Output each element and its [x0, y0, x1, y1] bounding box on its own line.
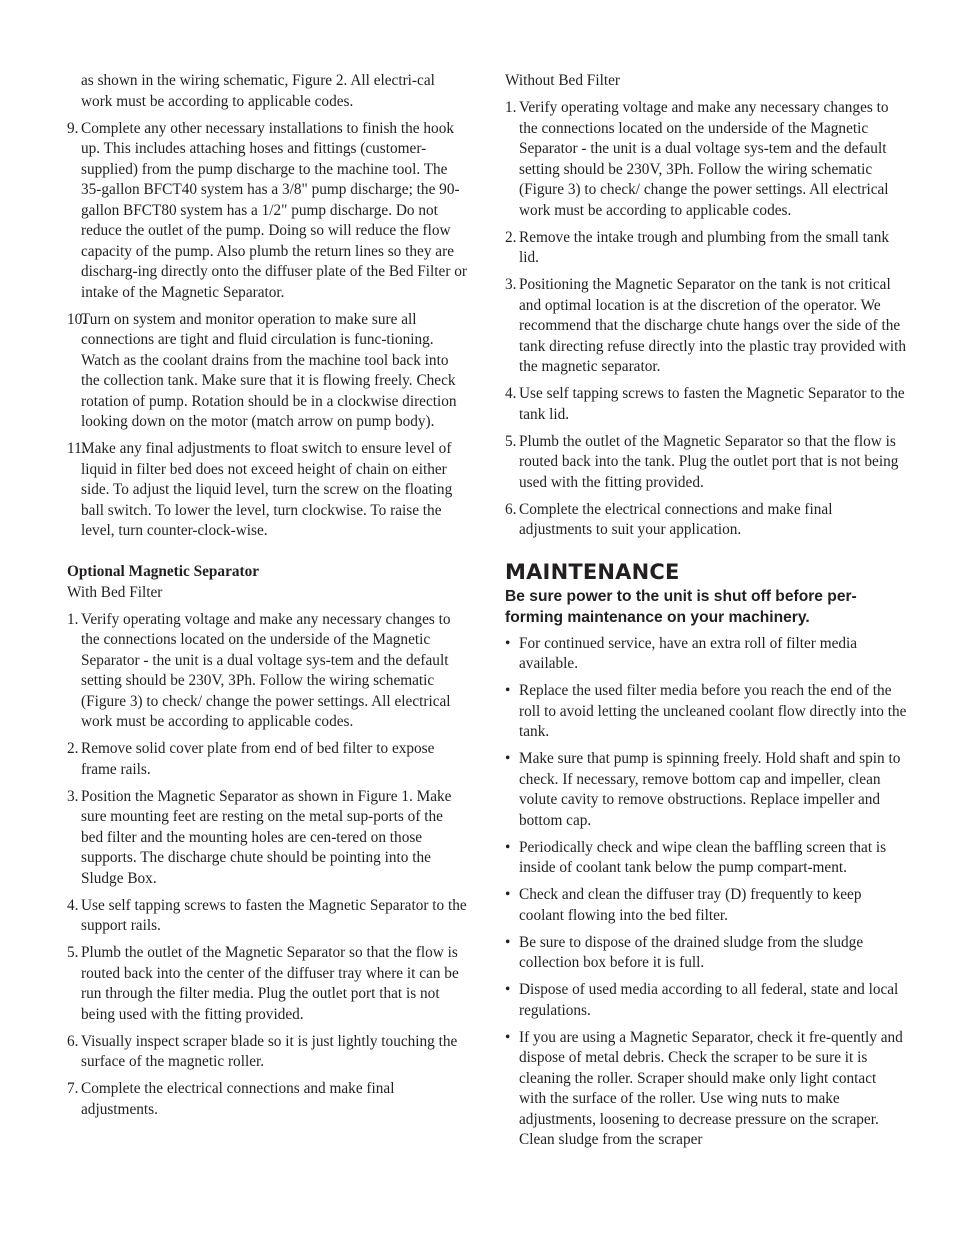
- bullet-glyph: •: [505, 634, 511, 652]
- step-number: 3.: [505, 276, 517, 293]
- step-text: Remove the intake trough and plumbing from the small tank lid.: [519, 228, 890, 266]
- step-text: Make any final adjustments to float switch to ensure level of liquid in filter bed does not exceed height of chain on either side. To adjust the liquid level, turn the screw on the floating ball switch. To lower the level, turn clockwise. To raise the level, turn counter-clock-wise.: [81, 440, 453, 539]
- bullet-text: Dispose of used media according to all federal, state and local regulations.: [519, 981, 899, 1019]
- step-item: [505, 98, 907, 221]
- maintenance-bullet: [505, 885, 907, 926]
- step-text: Visually inspect scraper blade so it is just lightly touching the surface of the magnetic roller.: [81, 1032, 458, 1070]
- step-number: 6.: [67, 1032, 79, 1050]
- step-number: 7.: [67, 1080, 79, 1097]
- bullet-glyph: •: [505, 750, 511, 767]
- step-text: Turn on system and monitor operation to make sure all connections are tight and fluid circulation is func-tioning. Watch as the coolant drains from the machine tool back into the collection tank. Make sure that it is flowing freely. Check rotation of pump. Rotation should be in a clockwise direction looking down on the motor (match arrow on pump body).: [81, 310, 457, 430]
- bullet-glyph: •: [505, 886, 511, 903]
- step-number: 11.: [67, 440, 86, 457]
- step-item: [505, 384, 907, 425]
- step-number: 2.: [505, 228, 517, 246]
- maintenance-bullet: [505, 980, 907, 1021]
- maintenance-bullet: [505, 634, 907, 675]
- step-number: 2.: [67, 740, 79, 757]
- step-number: 4.: [505, 385, 517, 402]
- step-item: [67, 119, 467, 304]
- step-item: [505, 228, 907, 269]
- bed-step-item: [67, 943, 467, 1025]
- bullet-text: Periodically check and wipe clean the baffling screen that is inside of coolant tank below the pump compart-ment.: [519, 838, 887, 876]
- bed-step-item: [67, 1032, 467, 1073]
- step-text: Complete the electrical connections and make final adjustments.: [81, 1080, 395, 1118]
- bullet-text: For continued service, have an extra roll of filter media available.: [519, 634, 858, 672]
- step-number: 1.: [505, 99, 517, 116]
- step-number: 10.: [67, 310, 87, 328]
- maintenance-bullet: [505, 838, 907, 879]
- step-number: 1.: [67, 610, 79, 628]
- step-text: Positioning the Magnetic Separator on the tank is not critical and optimal location is at the discretion of the operator. We recommend that the discharge chute hangs over the side of the tank directing refuse directly into the plastic tray provided with the magnetic separator.: [519, 276, 906, 375]
- bed-step-item: [67, 739, 467, 780]
- step-text: Verify operating voltage and make any necessary changes to the connections located on the underside of the Magnetic Separator - the unit is a dual voltage sys-tem and the default setting should be 230V, 3Ph. Follow the wiring schematic (Figure 3) to check/ change the power settings. All electrical work must be according to applicable codes.: [519, 99, 889, 219]
- bullet-glyph: •: [505, 1028, 511, 1046]
- bullet-glyph: •: [505, 682, 511, 699]
- maintenance-bullet: [505, 681, 907, 743]
- bullet-text: Make sure that pump is spinning freely. Hold shaft and spin to check. If necessary, remove bottom cap and impeller, clean volute cavity to remove obstructions. Replace impeller and bottom cap.: [519, 750, 901, 829]
- bullet-text: Be sure to dispose of the drained sludge from the sludge collection box before it is full.: [519, 933, 864, 971]
- step-text: Position the Magnetic Separator as shown in Figure 1. Make sure mounting feet are resting on the metal sup-ports of the bed filter and the mounting holes are cen-tered on those supports. The discharge chute should be pointing into the Sludge Box.: [81, 787, 452, 887]
- bullet-text: Check and clean the diffuser tray (D) frequently to keep coolant flowing into the bed filter.: [519, 886, 862, 924]
- with-bed-filter-subheading: With Bed Filter: [67, 583, 163, 601]
- maintenance-bullet: [505, 933, 907, 974]
- bed-step-item: [67, 896, 467, 937]
- bullet-glyph: •: [505, 933, 511, 951]
- step-number: 5.: [67, 944, 79, 961]
- step-item: [505, 432, 907, 494]
- bullet-text: If you are using a Magnetic Separator, check it fre-quently and dispose of metal debris. Check the scraper to be sure it is cleaning the roller. Scraper should make only light contact with the surface of the roller. Use wing nuts to make adjustments, loosening to decrease pressure on the scraper. Clean sludge from the scraper: [519, 1028, 903, 1148]
- step-item: [505, 275, 907, 378]
- maintenance-bullet: [505, 1028, 907, 1151]
- step-item: [505, 500, 907, 541]
- step-item: [67, 310, 467, 433]
- step-text: Verify operating voltage and make any necessary changes to the connections located on the underside of the Magnetic Separator - the unit is a dual voltage sys-tem and the default setting should be 230V, 3Ph. Follow the wiring schematic (Figure 3) to check/ change the power settings. All electrical work must be according to applicable codes.: [81, 610, 451, 730]
- bed-step-item: [67, 787, 467, 890]
- maintenance-bullet: [505, 749, 907, 831]
- step-number: 6.: [505, 500, 517, 518]
- step-number: 3.: [67, 787, 79, 805]
- bed-step-item: [67, 1079, 467, 1120]
- bullet-text: Replace the used filter media before you reach the end of the roll to avoid letting the uncleaned coolant flow directly into the tank.: [519, 682, 907, 740]
- right-column: [505, 71, 907, 1157]
- step-text: Plumb the outlet of the Magnetic Separator so that the flow is routed back into the center of the diffuser tray where it can be run through the filter media. Plug the outlet port that is not being used with the fitting provided.: [81, 944, 459, 1023]
- step-number: 5.: [505, 432, 517, 450]
- maintenance-heading: MAINTENANCE: [505, 559, 680, 584]
- optional-magnetic-separator-heading: Optional Magnetic Separator: [67, 563, 260, 580]
- without-bed-filter-subheading: Without Bed Filter: [505, 72, 620, 89]
- step-text: Remove solid cover plate from end of bed filter to expose frame rails.: [81, 740, 435, 778]
- bullet-glyph: •: [505, 981, 511, 998]
- step-text: Plumb the outlet of the Magnetic Separator so that the flow is routed back into the tank. Plug the outlet port that is not being used with the fitting provided.: [519, 432, 899, 491]
- step-text: Use self tapping screws to fasten the Magnetic Separator to the support rails.: [81, 896, 467, 934]
- step-number: 9.: [67, 119, 79, 137]
- power-off-warning: Be sure power to the unit is shut off before per-forming maintenance on your machinery.: [505, 587, 857, 626]
- left-column: [67, 71, 467, 1127]
- step-text: Use self tapping screws to fasten the Magnetic Separator to the tank lid.: [519, 385, 905, 423]
- step-text: Complete any other necessary installations to finish the hook up. This includes attaching hoses and fittings (customer-supplied) from the pump discharge to the machine tool. The 35-gallon BFCT40 system has a 3/8" pump discharge; the 90-gallon BFCT80 system has a 1/2" pump discharge. Do not reduce the outlet of the pump. Doing so will reduce the flow capacity of the pump. Also plumb the return lines so they are discharg-ing directly onto the diffuser plate of the Bed Filter or intake of the Magnetic Separator.: [81, 119, 468, 301]
- step-text: Complete the electrical connections and make final adjustments to suit your application.: [519, 500, 833, 538]
- continued-paragraph: as shown in the wiring schematic, Figure 2. All electri-cal work must be according to applicable codes.: [81, 72, 435, 110]
- step-item: [67, 439, 467, 542]
- step-number: 4.: [67, 896, 79, 914]
- bullet-glyph: •: [505, 838, 511, 856]
- bed-step-item: [67, 610, 467, 733]
